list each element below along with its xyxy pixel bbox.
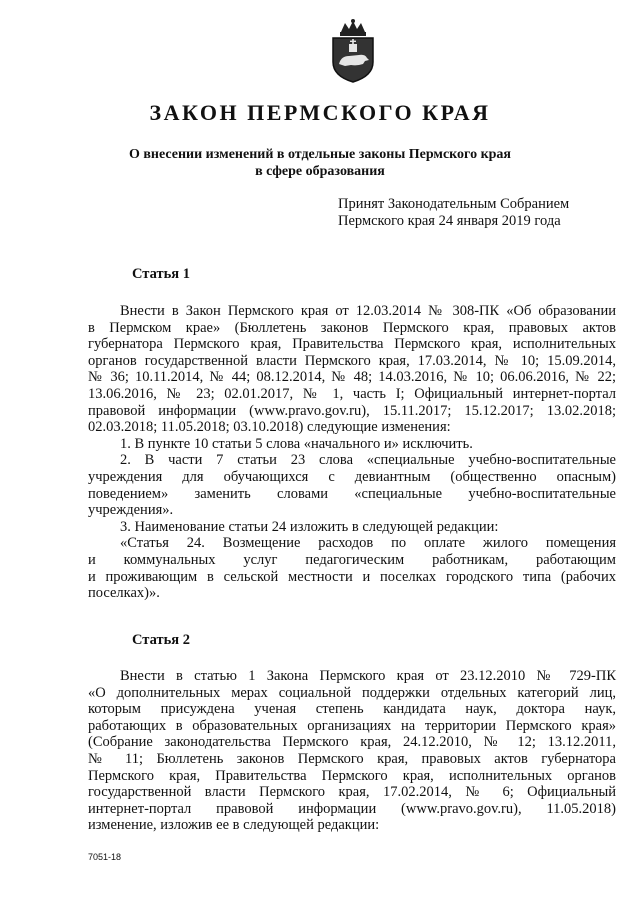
article-2-body: [88, 668, 616, 834]
law-title: ЗАКОН ПЕРМСКОГО КРАЯ: [149, 100, 491, 125]
subtitle-line-2: в сфере образования: [255, 164, 385, 179]
text-line: (Собрание законодательства Пермского края, 24.12.2010, № 12; 13.12.2011,: [88, 734, 616, 751]
text-line: учреждения».: [88, 502, 174, 519]
text-line: государственной власти Пермского края, 17.02.2014, № 6; Официальный: [88, 784, 616, 801]
text-line: Внести в Закон Пермского края от 12.03.2014 № 308-ПК «Об образовании: [120, 303, 616, 319]
text-line: 02.03.2018; 11.05.2018; 03.10.2018) следующие изменения:: [88, 419, 451, 436]
article-1-heading: Статья 1: [132, 266, 190, 282]
text-line: «Статья 24. Возмещение расходов по оплате жилого помещения: [120, 535, 616, 552]
text-line: изменение, изложив ее в следующей редакции:: [88, 817, 380, 834]
text-line: поведением» заменить словами «специальные учебно-воспитательные: [88, 485, 616, 502]
adoption-line-1: Принят Законодательным Собранием: [338, 196, 570, 212]
text-line: интернет-портал правовой информации (www.pravo.gov.ru), 11.05.2018): [88, 800, 616, 817]
text-line: № 11; Бюллетень законов Пермского края, правовых актов губернатора: [88, 750, 616, 767]
text-line: Внести в статью 1 Закона Пермского края от 23.12.2010 № 729-ПК: [120, 668, 616, 684]
article-2-heading: Статья 2: [132, 632, 190, 648]
text-line: органов государственной власти Пермского края, 17.03.2014, № 10; 15.09.2014,: [88, 352, 616, 369]
text-line: № 36; 10.11.2014, № 44; 08.12.2014, № 48; 14.03.2016, № 10; 06.06.2016, № 22;: [88, 369, 616, 386]
text-line: работающих в образовательных организациях на территории Пермского края»: [88, 717, 616, 734]
text-line: 2. В части 7 статьи 23 слова «специальные учебно-воспитательные: [120, 452, 616, 469]
text-line: 1. В пункте 10 статьи 5 слова «начального и» исключить.: [120, 435, 473, 452]
law-subtitle: [90, 146, 550, 180]
article-1-body: [88, 303, 616, 602]
text-line: в Пермском крае» (Бюллетень законов Пермского края, правовых актов: [88, 319, 616, 336]
text-line: и проживающим в сельской местности и поселках городского типа (рабочих: [88, 568, 616, 585]
subtitle-line-1: О внесении изменений в отдельные законы Пермского края: [128, 147, 511, 162]
adoption-line-2: Пермского края 24 января 2019 года: [338, 213, 561, 229]
adoption-note: [338, 196, 569, 230]
text-line: 3. Наименование статьи 24 изложить в следующей редакции:: [120, 518, 499, 535]
text-line: «О дополнительных мерах социальной поддержки отдельных категорий лиц,: [88, 684, 616, 701]
document-code: 7051-18: [88, 852, 122, 862]
text-line: 13.06.2016, № 23; 02.01.2017, № 1, часть I; Официальный интернет-портал: [88, 385, 616, 402]
text-line: которым присуждена ученая степень кандидата наук, доктора наук,: [88, 701, 616, 718]
text-line: и коммунальных услуг педагогическим работникам, работающим: [88, 551, 616, 568]
text-line: поселках)».: [88, 585, 160, 602]
coat-of-arms-icon: [327, 18, 379, 84]
text-line: учреждения для обучающихся с девиантным (общественно опасным): [88, 468, 616, 485]
text-line: Пермского края, Правительства Пермского края, исполнительных органов: [88, 767, 616, 784]
text-line: губернатора Пермского края, Правительства Пермского края, исполнительных: [88, 336, 616, 353]
text-line: правовой информации (www.pravo.gov.ru), 15.11.2017; 15.12.2017; 13.02.2018;: [88, 402, 616, 419]
